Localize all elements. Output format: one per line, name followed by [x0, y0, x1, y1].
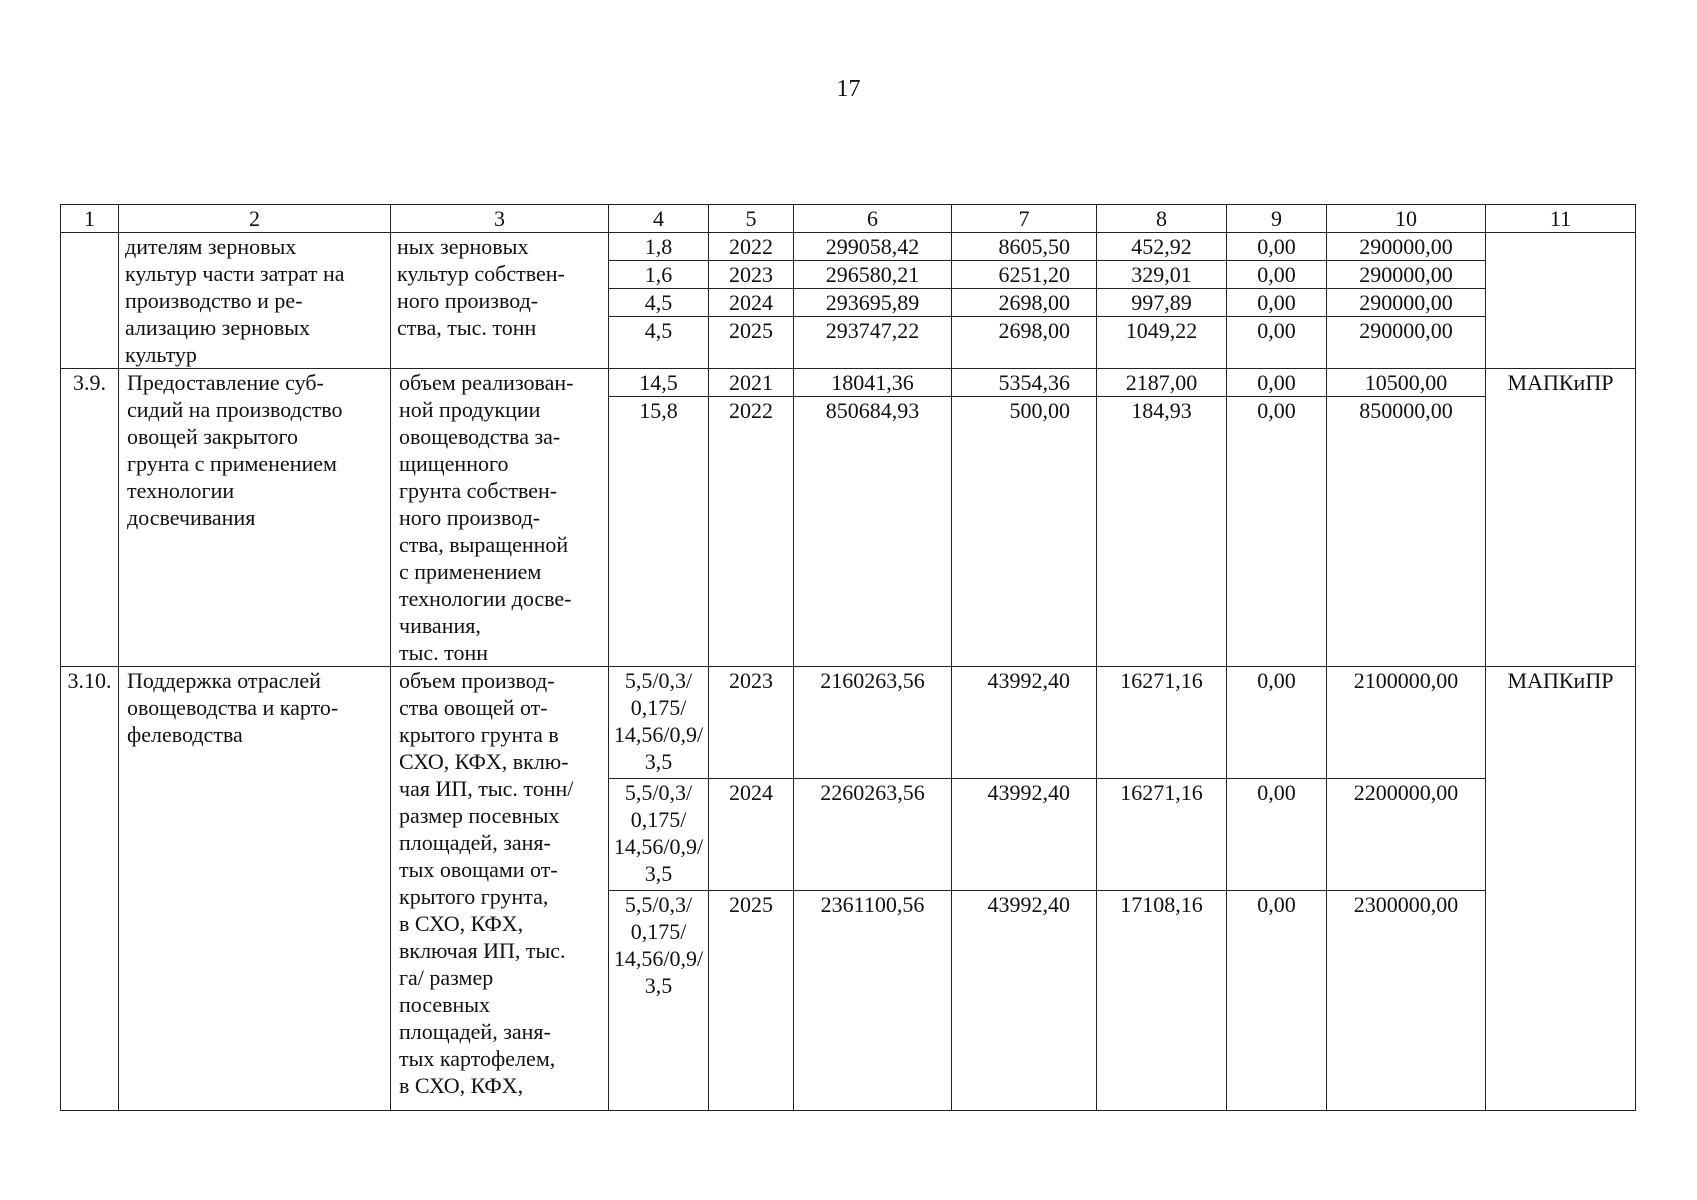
indicator-value: 5,5/0,3/ 0,175/ 14,56/0,9/ 3,5 — [609, 667, 709, 779]
indicator-value: 1,8 — [609, 233, 709, 261]
year: 2024 — [709, 289, 794, 317]
amount-col7: 43992,40 — [952, 667, 1097, 779]
col-header: 9 — [1227, 205, 1327, 233]
total-amount: 18041,36 — [794, 369, 952, 397]
amount-col9: 0,00 — [1227, 667, 1327, 779]
total-amount: 293747,22 — [794, 317, 952, 369]
col-header: 3 — [391, 205, 609, 233]
amount-col7: 8605,50 — [952, 233, 1097, 261]
indicator-value: 4,5 — [609, 317, 709, 369]
total-amount: 296580,21 — [794, 261, 952, 289]
col-header: 2 — [119, 205, 391, 233]
amount-col9: 0,00 — [1227, 779, 1327, 891]
amount-col7: 43992,40 — [952, 779, 1097, 891]
amount-col8: 184,93 — [1097, 397, 1227, 667]
amount-col7: 2698,00 — [952, 289, 1097, 317]
row-number: 3.9. — [61, 369, 119, 667]
col-header: 7 — [952, 205, 1097, 233]
page-number: 17 — [836, 76, 861, 102]
indicator-value: 5,5/0,3/ 0,175/ 14,56/0,9/ 3,5 — [609, 779, 709, 891]
indicator-value: 14,5 — [609, 369, 709, 397]
col-header: 11 — [1486, 205, 1636, 233]
measure-name: Поддержка отраслей овощеводства и карто- фелеводства — [119, 667, 391, 1111]
amount-col8: 452,92 — [1097, 233, 1227, 261]
budget-table — [60, 204, 1636, 1111]
col-header: 1 — [61, 205, 119, 233]
amount-col9: 0,00 — [1227, 289, 1327, 317]
amount-col9: 0,00 — [1227, 317, 1327, 369]
amount-col10: 2300000,00 — [1327, 891, 1486, 1111]
executor — [1486, 233, 1636, 369]
col-header: 8 — [1097, 205, 1227, 233]
amount-col10: 2200000,00 — [1327, 779, 1486, 891]
amount-col10: 2100000,00 — [1327, 667, 1486, 779]
amount-col10: 850000,00 — [1327, 397, 1486, 667]
amount-col7: 5354,36 — [952, 369, 1097, 397]
total-amount: 293695,89 — [794, 289, 952, 317]
year: 2023 — [709, 261, 794, 289]
amount-col7: 2698,00 — [952, 317, 1097, 369]
amount-col8: 16271,16 — [1097, 667, 1227, 779]
amount-col9: 0,00 — [1227, 891, 1327, 1111]
col-header: 4 — [609, 205, 709, 233]
year: 2021 — [709, 369, 794, 397]
amount-col10: 10500,00 — [1327, 369, 1486, 397]
year: 2024 — [709, 779, 794, 891]
amount-col8: 16271,16 — [1097, 779, 1227, 891]
indicator-description: ных зерновых культур собствен- ного производ- ства, тыс. тонн — [391, 233, 609, 369]
indicator-value: 5,5/0,3/ 0,175/ 14,56/0,9/ 3,5 — [609, 891, 709, 1111]
amount-col8: 2187,00 — [1097, 369, 1227, 397]
table-row — [61, 667, 1636, 779]
total-amount: 299058,42 — [794, 233, 952, 261]
year: 2022 — [709, 397, 794, 667]
amount-col9: 0,00 — [1227, 369, 1327, 397]
row-number: 3.10. — [61, 667, 119, 1111]
indicator-description: объем реализован- ной продукции овощеводства за- щищенного грунта собствен- ного производ- ства, выращенной с применением технологии досве- чивания, тыс. тонн — [391, 369, 609, 667]
amount-col9: 0,00 — [1227, 233, 1327, 261]
amount-col10: 290000,00 — [1327, 233, 1486, 261]
executor: МАПКиПР — [1486, 667, 1636, 1111]
measure-name: Предоставление суб- сидий на производство овощей закрытого грунта с применением технологии досвечивания — [119, 369, 391, 667]
amount-col8: 997,89 — [1097, 289, 1227, 317]
year: 2025 — [709, 317, 794, 369]
total-amount: 2361100,56 — [794, 891, 952, 1111]
amount-col9: 0,00 — [1227, 397, 1327, 667]
amount-col8: 329,01 — [1097, 261, 1227, 289]
indicator-description: объем производ- ства овощей от- крытого грунта в СХО, КФХ, вклю- чая ИП, тыс. тонн/ размер посевных площадей, заня- тых овощами от- крытого грунта, в СХО, КФХ, включая ИП, тыс. га/ размер посевных площадей, заня- тых картофелем, в СХО, КФХ, — [391, 667, 609, 1111]
total-amount: 2260263,56 — [794, 779, 952, 891]
total-amount: 2160263,56 — [794, 667, 952, 779]
total-amount: 850684,93 — [794, 397, 952, 667]
indicator-value: 1,6 — [609, 261, 709, 289]
executor: МАПКиПР — [1486, 369, 1636, 667]
amount-col7: 500,00 — [952, 397, 1097, 667]
year: 2025 — [709, 891, 794, 1111]
amount-col9: 0,00 — [1227, 261, 1327, 289]
indicator-value: 15,8 — [609, 397, 709, 667]
amount-col8: 1049,22 — [1097, 317, 1227, 369]
col-header: 5 — [709, 205, 794, 233]
indicator-value: 4,5 — [609, 289, 709, 317]
col-header: 6 — [794, 205, 952, 233]
table-row — [61, 369, 1636, 397]
header-row — [61, 205, 1636, 233]
col-header: 10 — [1327, 205, 1486, 233]
amount-col8: 17108,16 — [1097, 891, 1227, 1111]
table-row — [61, 233, 1636, 261]
row-number — [61, 233, 119, 369]
measure-name: дителям зерновых культур части затрат на производство и ре- ализацию зерновых культур — [119, 233, 391, 369]
amount-col10: 290000,00 — [1327, 289, 1486, 317]
amount-col7: 43992,40 — [952, 891, 1097, 1111]
amount-col10: 290000,00 — [1327, 261, 1486, 289]
amount-col7: 6251,20 — [952, 261, 1097, 289]
year: 2023 — [709, 667, 794, 779]
year: 2022 — [709, 233, 794, 261]
amount-col10: 290000,00 — [1327, 317, 1486, 369]
